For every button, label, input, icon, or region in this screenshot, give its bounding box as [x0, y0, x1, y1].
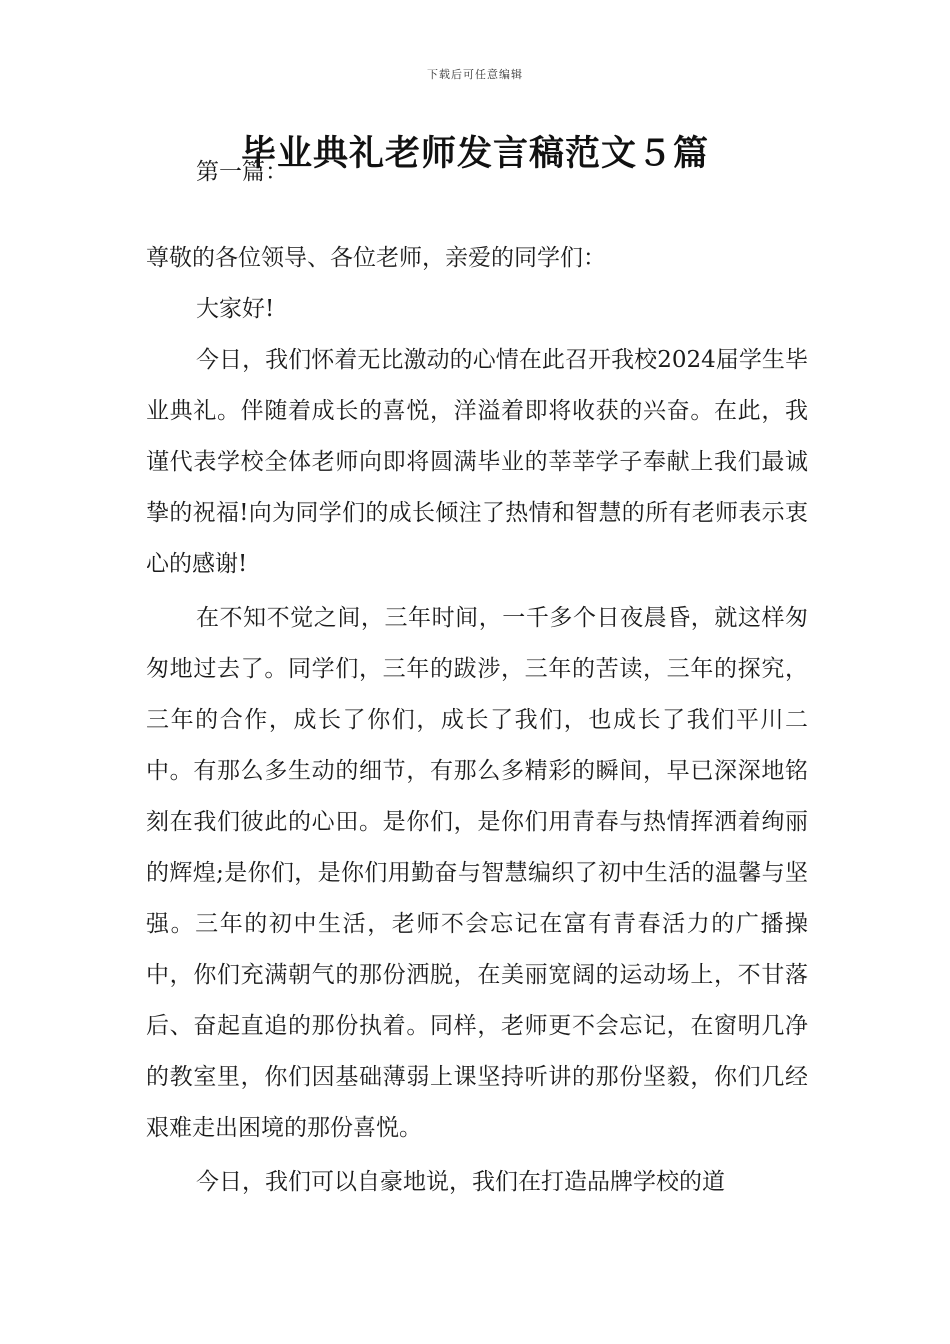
header-note: 下载后可任意编辑 — [427, 68, 523, 81]
document-body — [146, 233, 808, 1208]
page-title: 毕业典礼老师发言稿范文５篇 — [240, 134, 709, 174]
paragraph-2: 在不知不觉之间，三年时间，一千多个日夜晨昏，就这样匆匆地过去了。同学们，三年的跋涉，三年的苦读，三年的探究，三年的合作，成长了你们，成长了我们，也成长了我们平川二中。有那么多生动的细节，有那么多精彩的瞬间，早已深深地铭刻在我们彼此的心田。是你们，是你们用青春与热情挥洒着绚丽的辉煌;是你们，是你们用勤奋与智慧编织了初中生活的温馨与坚强。三年的初中生活，老师不会忘记在富有青春活力的广播操中，你们充满朝气的那份洒脱，在美丽宽阔的运动场上，不甘落后、奋起直追的那份执着。同样，老师更不会忘记，在窗明几净的教室里，你们因基础薄弱上课坚持听讲的那份坚毅，你们几经艰难走出困境的那份喜悦。 — [146, 605, 808, 1141]
paragraph-3: 今日，我们可以自豪地说，我们在打造品牌学校的道 — [196, 1169, 725, 1195]
salutation: 尊敬的各位领导、各位老师，亲爱的同学们： — [146, 245, 606, 271]
section-label: 第一篇： — [196, 159, 288, 185]
greeting: 大家好! — [196, 296, 275, 322]
paragraph-1: 今日，我们怀着无比激动的心情在此召开我校2024届学生毕业典礼。伴随着成长的喜悦，洋溢着即将收获的兴奋。在此，我谨代表学校全体老师向即将圆满毕业的莘莘学子奉献上我们最诚挚的祝福!向为同学们的成长倾注了热情和智慧的所有老师表示衷心的感谢! — [146, 347, 808, 577]
